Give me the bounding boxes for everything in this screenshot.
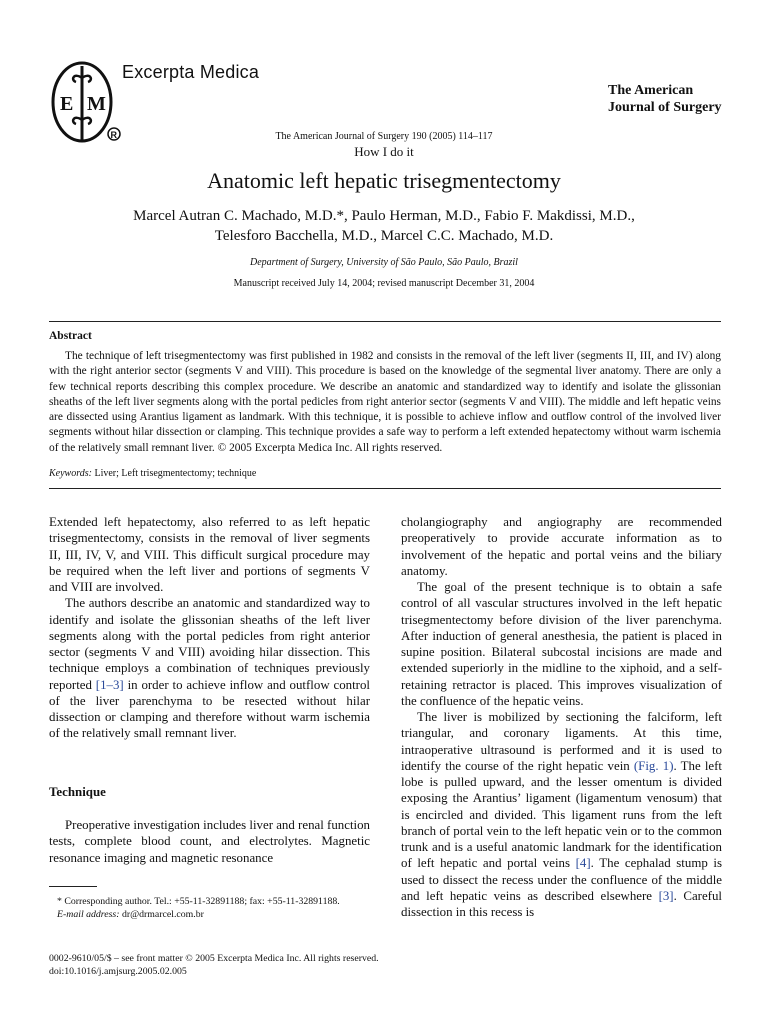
- footer-doi: doi:10.1016/j.amjsurg.2005.02.005: [49, 966, 187, 977]
- abstract-heading: Abstract: [49, 330, 92, 342]
- abstract-rule: [49, 488, 721, 489]
- svg-text:E: E: [60, 93, 74, 115]
- footnote-rule: [49, 886, 97, 887]
- left-paragraph-2-text-a: The authors describe an anatomic and standardized way to identify and isolate the glissonian sheaths of the left liver segments along with the portal pedicles from right anterior sector (segments V and VIII) avoiding hilar dissection. This technique employs a combination of techniques previously reported: [49, 596, 370, 692]
- footnote-email[interactable]: dr@drmarcel.com.br: [121, 909, 204, 920]
- journal-logo-line1: The American: [608, 83, 694, 98]
- abstract-body: [49, 349, 721, 456]
- abstract-text: The technique of left trisegmentectomy was first published in 1982 and consists in the removal of the left liver (segments II, III, and IV) along with the right anterior sector (segments V and VIII). This procedure is based on the knowledge of the segmental liver anatomy. There are only a few technical reports describing this complex procedure. We describe an anatomic and standardized way to identify and isolate the glissonian sheaths of the left liver segments along with the portal pedicles from right anterior sector (segments V and VIII). The middle and left hepatic veins are dissected using Arantius ligament as landmark. With this technique, it is possible to achieve inflow and outflow control of the involved liver segments without hilar dissection or clamping. This technique provides a safe way to perform a left extended hepatectomy without warm ischemia of the relatively small remnant liver. © 2005 Excerpta Medica Inc. All rights reserved.: [49, 350, 721, 454]
- footnote-email-label: E-mail address:: [57, 909, 120, 920]
- authors-line-2: Telesforo Bacchella, M.D., Marcel C.C. Machado, M.D.: [214, 228, 554, 244]
- manuscript-dates: Manuscript received July 14, 2004; revised manuscript December 31, 2004: [233, 278, 535, 289]
- affiliation: Department of Surgery, University of São Paulo, São Paulo, Brazil: [250, 257, 518, 268]
- right-paragraph-3-text-c: . The cephalad stump is used to dissect the recess under the confluence of the middle and left hepatic veins as described elsewhere: [401, 856, 723, 903]
- footer-copyright: 0002-9610/05/$ – see front matter © 2005 Excerpta Medica Inc. All rights reserved.: [49, 953, 379, 964]
- left-column: [49, 514, 370, 742]
- left-column-technique: [49, 817, 370, 866]
- journal-logo: [608, 82, 722, 116]
- right-paragraph-3-text-d: . Careful dissection in this recess is: [401, 888, 722, 919]
- right-column: [401, 514, 722, 920]
- technique-heading: Technique: [49, 785, 106, 799]
- reference-link-1-3[interactable]: [1–3]: [95, 677, 124, 692]
- page-title: Anatomic left hepatic trisegmentectomy: [207, 168, 561, 193]
- reference-link-3[interactable]: [3]: [658, 888, 674, 903]
- top-rule: [49, 321, 721, 322]
- right-paragraph-1: cholangiography and angiography are recommended preoperatively to provide accurate information as to involvement of the hepatic and portal veins and the biliary anatomy.: [401, 515, 722, 578]
- svg-text:M: M: [87, 93, 106, 115]
- left-paragraph-2-text-b: in order to achieve inflow and outflow control of the liver parenchyma to be resected without hilar dissection or clamping and therefore without warm ischemia of the relatively small remnant liver.: [49, 677, 370, 741]
- authors-line-1: Marcel Autran C. Machado, M.D.*, Paulo Herman, M.D., Fabio F. Makdissi, M.D.,: [133, 208, 635, 224]
- citation: The American Journal of Surgery 190 (2005) 114–117: [275, 131, 493, 142]
- right-paragraph-3-text-b: . The left lobe is pulled upward, and the lesser omentum is divided exposing the Arantius’ ligament (ligamentum venosum) that is encircled and divided. This ligament runs from the left branch of portal vein to the left hepatic vein or to the common trunk and is a useful anatomic landmark for the identification of left hepatic and portal veins: [401, 758, 722, 871]
- left-paragraph-1: Extended left hepatectomy, also referred to as left hepatic trisegmentectomy, consists in the removal of liver segments II, III, IV, V, and VIII. This difficult surgical procedure may be required when the left liver and portions of segments V and VIII are involved.: [49, 515, 370, 594]
- svg-text:R: R: [110, 130, 117, 140]
- keywords-label: Keywords:: [49, 468, 92, 479]
- left-paragraph-3: Preoperative investigation includes liver and renal function tests, complete blood count, and electrolytes. Magnetic resonance imaging and magnetic resonance: [49, 818, 370, 865]
- footer: [49, 952, 379, 978]
- keywords-text: Liver; Left trisegmentectomy; technique: [94, 468, 257, 479]
- journal-logo-line2: Journal of Surgery: [608, 100, 722, 115]
- footnote: [49, 895, 370, 921]
- reference-link-4[interactable]: [4]: [575, 856, 591, 871]
- right-paragraph-3: [401, 709, 722, 920]
- figure-1-link[interactable]: (Fig. 1): [633, 758, 674, 773]
- section-label: How I do it: [354, 144, 414, 159]
- keywords: [49, 468, 256, 479]
- right-paragraph-3-text-a: The liver is mobilized by sectioning the falciform, left triangular, and coronary ligaments. At this time, intraoperative ultrasound is performed and it is used to identify the course of the right hepatic vein: [401, 710, 722, 773]
- right-paragraph-2: The goal of the present technique is to obtain a safe control of all vascular structures involved in the left hepatic trisegmentectomy before division of the liver parenchyma. After induction of general anesthesia, the patient is placed in supine position. Bilateral subcostal incisions are made and extended superiorly in the midline to the xiphoid, and a self-retaining retractor is placed. This improves visualization of the confluence of the hepatic veins.: [401, 580, 722, 708]
- left-paragraph-2: [49, 595, 370, 741]
- publisher-name: Excerpta Medica: [122, 62, 260, 82]
- footnote-correspondence: * Corresponding author. Tel.: +55-11-32891188; fax: +55-11-32891188.: [57, 896, 340, 907]
- footnote-email-line: [49, 908, 370, 921]
